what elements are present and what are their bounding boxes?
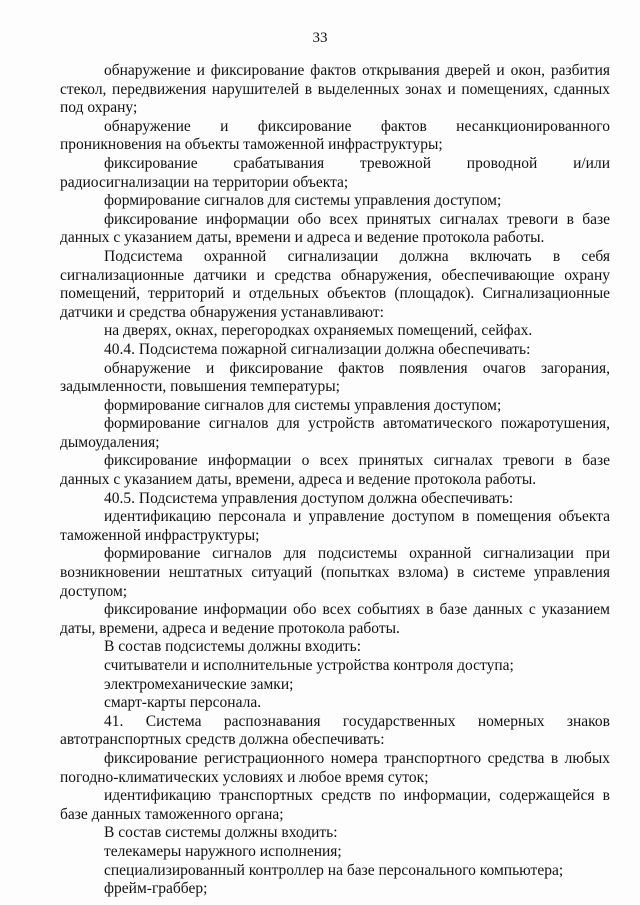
paragraph: В состав системы должны входить:: [104, 824, 338, 842]
paragraph: обнаружение и фиксирование фактов появления очагов загорания, задымленности, повышения температуры;: [60, 359, 610, 396]
paragraph: на дверях, окнах, перегородках охраняемых помещений, сейфах.: [104, 322, 533, 340]
list-item: фрейм-граббер;: [104, 880, 208, 898]
list-item: специализированный контроллер на базе персонального компьютера;: [104, 861, 564, 879]
paragraph: обнаружение и фиксирование фактов несанкционированного проникновения на объекты таможенной инфраструктуры;: [60, 117, 610, 154]
paragraph: формирование сигналов для системы управления доступом;: [104, 396, 502, 414]
paragraph: фиксирование информации о всех принятых сигналах тревоги в базе данных с указанием даты, времени, адреса и ведение протокола работы.: [60, 452, 610, 489]
paragraph: фиксирование срабатывания тревожной проводной и/или радиосигнализации на территории объекта;: [60, 154, 610, 191]
paragraph: В состав подсистемы должны входить:: [104, 638, 362, 656]
paragraph: формирование сигналов для системы управления доступом;: [104, 192, 502, 210]
paragraph: идентификацию персонала и управление доступом в помещения объекта таможенной инфраструктуры;: [60, 508, 610, 544]
paragraph: обнаружение и фиксирование фактов открывания дверей и окон, разбития стекол, передвижения нарушителей в выделенных зонах и помещениях, сданных под охрану;: [60, 62, 610, 117]
section-heading-40-5: 40.5. Подсистема управления доступом должна обеспечивать:: [104, 489, 514, 507]
list-item: электромеханические замки;: [104, 675, 294, 693]
list-item: считыватели и исполнительные устройства контроля доступа;: [104, 657, 514, 674]
section-heading-40-4: 40.4. Подсистема пожарной сигнализации должна обеспечивать:: [104, 340, 531, 358]
paragraph: Подсистема охранной сигнализации должна включать в себя сигнализационные датчики и средства обнаружения, обеспечивающие охрану помещений, территорий и отдельных объектов (площадок). Сигнализационные датчики и средства обнаружения устанавливают:: [60, 247, 610, 321]
paragraph: формирование сигналов для подсистемы охранной сигнализации при возникновении нештатных ситуаций (попытках взлома) в системе управления доступом;: [60, 545, 610, 600]
paragraph: фиксирование информации обо всех принятых сигналах тревоги в базе данных с указанием даты, времени и адреса и ведение протокола работы.: [60, 210, 610, 247]
document-body: [60, 62, 610, 899]
section-heading-41: 41. Система распознавания государственных номерных знаков автотранспортных средств должна обеспечивать:: [60, 712, 610, 749]
paragraph: фиксирование информации обо всех событиях в базе данных с указанием даты, времени, адреса и ведение протокола работы.: [60, 601, 610, 637]
paragraph: идентификацию транспортных средств по информации, содержащейся в базе данных таможенного органа;: [60, 787, 610, 823]
paragraph: формирование сигналов для устройств автоматического пожаротушения, дымоудаления;: [60, 415, 610, 451]
list-item: смарт-карты персонала.: [104, 694, 262, 712]
paragraph: фиксирование регистрационного номера транспортного средства в любых погодно-климатических условиях и любое время суток;: [60, 749, 610, 786]
list-item: телекамеры наружного исполнения;: [104, 842, 342, 860]
page-number: 33: [312, 30, 328, 46]
